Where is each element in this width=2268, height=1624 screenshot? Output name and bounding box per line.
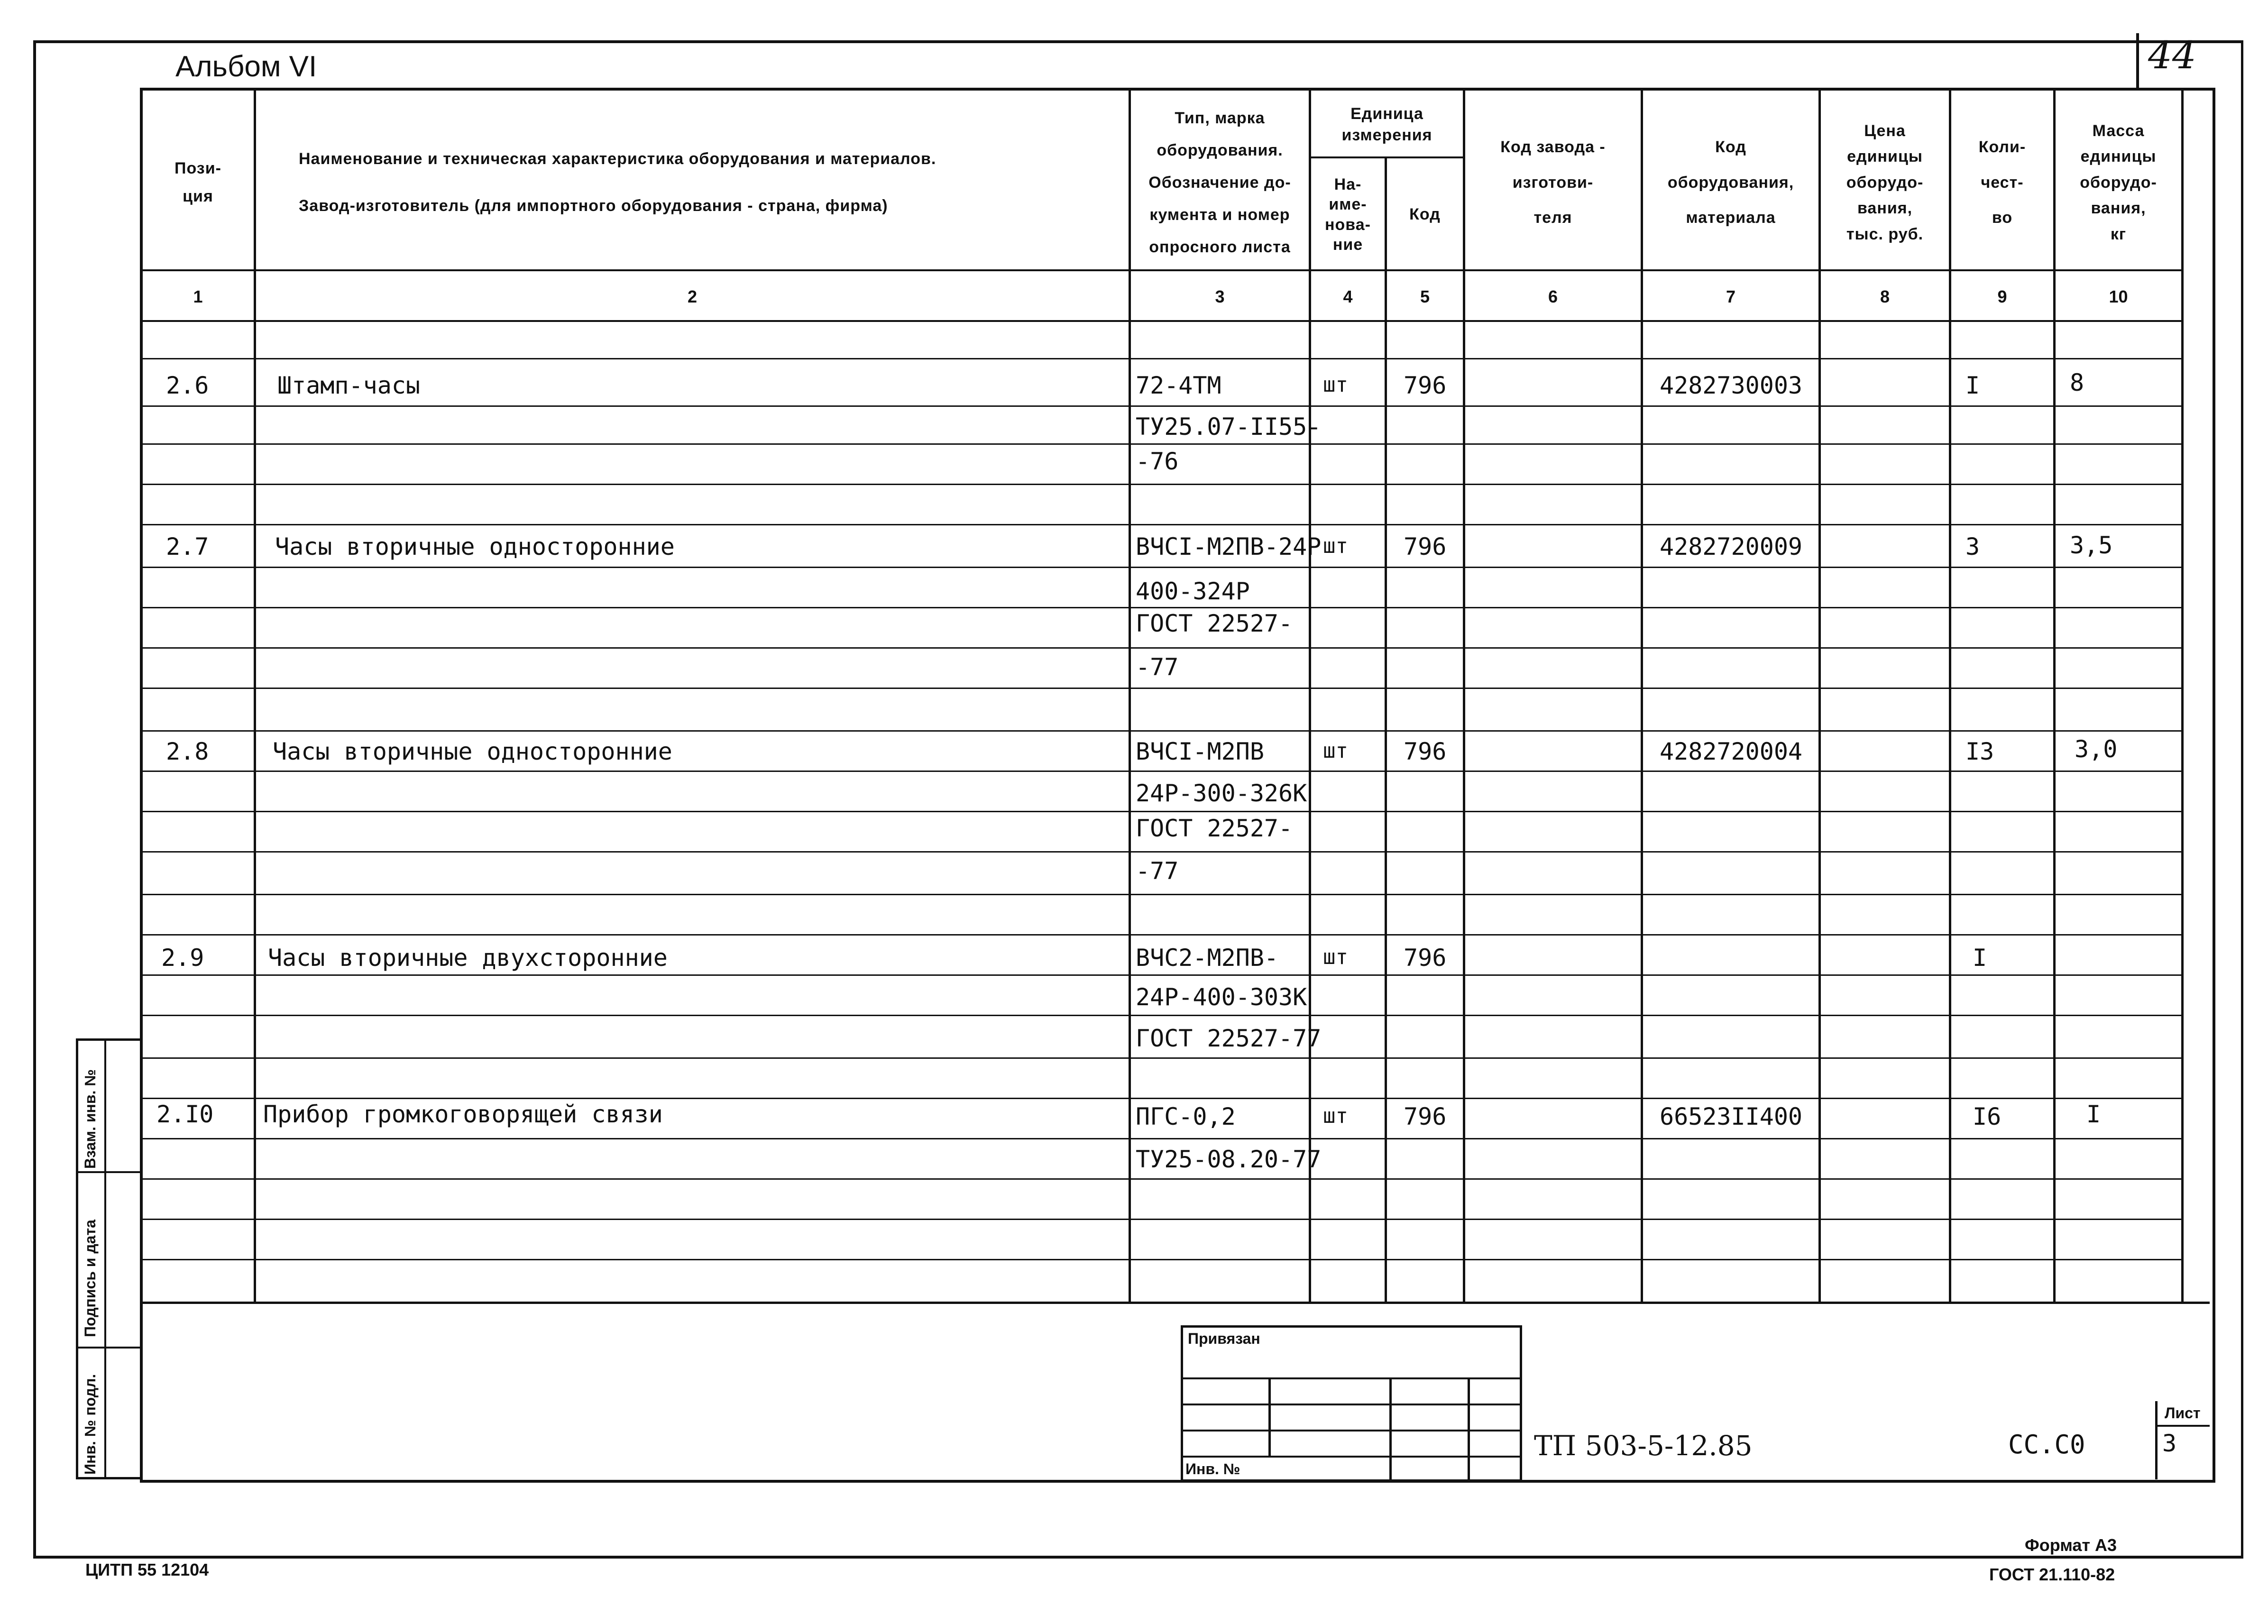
privyazan-line [1181,1404,1522,1405]
header-col7: Код оборудования, материала [1667,138,1794,227]
unit-cell: шт [1323,739,1348,763]
row-line [142,934,2181,936]
row-line [142,688,2181,689]
pos-cell: 2.I0 [156,1101,214,1128]
side-stamp-divider [76,1347,142,1349]
row-line [142,647,2181,649]
name-cell: Штамп-часы [277,372,421,399]
type-cell: ТУ25.07-II55- [1136,413,1322,440]
col-line-1 [254,90,256,1304]
table-body-bottom [142,1302,2210,1304]
row-line [142,1219,2181,1220]
mass-cell: 3,5 [2070,532,2113,559]
row-line [142,1057,2181,1059]
row-line [142,405,2181,407]
name-cell: Часы вторичные односторонние [275,533,675,560]
privyazan-col [1268,1377,1271,1456]
row-line [142,524,2181,525]
row-line [142,1015,2181,1016]
type-cell: 72-4ТМ [1136,372,1221,399]
row-line [142,567,2181,568]
header-col1: Пози- ция [174,159,221,205]
sheet-number-corner: 44 [2148,33,2196,77]
footer-left: ЦИТП 55 12104 [85,1560,209,1579]
colnum-6: 6 [1548,286,1558,306]
pos-cell: 2.6 [166,372,209,399]
unit-cell: шт [1323,373,1348,397]
row-line [142,851,2181,853]
header-col10: Масса единицы оборудо- вания, кг [2080,122,2157,243]
name-cell: Часы вторичные двухсторонние [268,944,668,972]
colnum-7: 7 [1726,286,1736,306]
type-cell: ВЧСI-М2ПВ-24Р [1136,533,1322,560]
qty-cell: I6 [1973,1103,2002,1130]
unit-code-cell: 796 [1404,372,1447,399]
col-line-5 [1463,90,1465,1304]
privyazan-line [1181,1456,1522,1458]
header-col3: Тип, марка оборудования. Обозначение до- кумента и номер опросного листа [1148,109,1291,256]
type-cell: 24Р-400-303К [1136,983,1307,1011]
corner-box [2136,33,2139,88]
colnum-5: 5 [1420,286,1430,306]
type-cell: -77 [1136,653,1179,681]
footer-gost: ГОСТ 21.110-82 [1989,1565,2115,1584]
name-cell: Прибор громкоговорящей связи [263,1101,663,1128]
colnum-bottom-line [142,320,2181,322]
mass-cell: 3,0 [2075,735,2118,763]
privyazan-label: Привязан [1188,1330,1260,1347]
inv-no-label: Инв. № [1185,1460,1240,1477]
row-line [142,358,2181,359]
col-line-8 [1949,90,1951,1304]
col-line-2 [1129,90,1131,1304]
mass-cell: I [2086,1101,2101,1128]
col-line-7 [1818,90,1821,1304]
list-box-line [2155,1425,2210,1427]
equip-code-cell: 4282720004 [1660,738,1803,765]
colnum-10: 10 [2109,286,2128,306]
header-col8: Цена единицы оборудо- вания, тыс. руб. [1846,122,1924,243]
doc-code: ТП 503-5-12.85 [1534,1430,1753,1462]
type-cell: ТУ25-08.20-77 [1136,1146,1322,1173]
privyazan-col [1468,1377,1470,1482]
unit-split-line [1309,156,1463,158]
header-col2 [299,95,1124,270]
qty-cell: I3 [1965,738,1994,765]
pos-cell: 2.7 [166,533,209,560]
row-line [142,894,2181,895]
footer-format: Формат А3 [2025,1535,2117,1555]
mass-cell: 8 [2070,369,2084,396]
pos-cell: 2.9 [161,944,204,972]
privyazan-line [1181,1377,1522,1379]
equip-code-cell: 4282730003 [1660,372,1803,399]
privyazan-col [1389,1377,1392,1482]
type-cell: -77 [1136,857,1179,885]
type-cell: ПГС-0,2 [1136,1103,1236,1130]
unit-cell: шт [1323,945,1348,969]
type-cell: ВЧСI-М2ПВ [1136,738,1264,765]
row-line [142,771,2181,772]
unit-code-cell: 796 [1404,944,1447,972]
colnum-4: 4 [1343,286,1353,306]
type-cell: ГОСТ 22527-77 [1136,1025,1322,1052]
equip-code-cell: 66523II400 [1660,1103,1803,1130]
row-line [142,1259,2181,1260]
header-col4: На- име- нова- ние [1325,175,1371,254]
header-col6: Код завода - изготови- теля [1500,138,1606,227]
type-cell: 24Р-300-326К [1136,780,1307,807]
type-cell: ВЧС2-М2ПВ- [1136,944,1279,972]
album-label: Альбом VI [175,50,317,83]
row-line [142,730,2181,732]
row-line [142,1178,2181,1180]
header-col9: Коли- чест- во [1978,138,2026,227]
unit-code-cell: 796 [1404,738,1447,765]
type-cell: ГОСТ 22527- [1136,815,1293,842]
colnum-2: 2 [687,286,698,306]
type-cell: 400-324Р [1136,578,1250,605]
row-line [142,484,2181,485]
equip-code-cell: 4282720009 [1660,533,1803,560]
header-col2-line2: Завод-изготовитель (для импортного оборудования - страна, фирма) [299,197,888,215]
colnum-3: 3 [1215,286,1225,306]
side-stamp-divider [104,1038,106,1479]
colnum-1: 1 [193,286,203,306]
col-line-6 [1641,90,1643,1304]
col-line-10 [2181,90,2184,1304]
header-col5: Код [1409,205,1441,223]
doc-mark: СС.С0 [2008,1430,2085,1459]
qty-cell: I [1973,944,1987,972]
side-label-inv-podl: Инв. № подл. [82,1374,99,1475]
unit-cell: шт [1323,1104,1348,1128]
row-line [142,1138,2181,1139]
header-col2-line1: Наименование и техническая характеристика оборудования и материалов. [299,149,937,168]
name-cell: Часы вторичные односторонние [273,738,672,765]
privyazan-line [1181,1430,1522,1431]
unit-cell: шт [1323,534,1348,558]
row-line [142,607,2181,608]
row-line [142,1098,2181,1099]
side-label-podpis: Подпись и дата [82,1220,99,1337]
type-cell: ГОСТ 22527- [1136,610,1293,637]
header-units-group: Единица измерения [1341,105,1432,144]
col-line-3 [1309,90,1311,1304]
row-line [142,974,2181,976]
unit-code-cell: 796 [1404,533,1447,560]
row-line [142,443,2181,445]
pos-cell: 2.8 [166,738,209,765]
qty-cell: I [1965,372,1980,399]
qty-cell: 3 [1965,533,1980,560]
side-label-vzam: Взам. инв. № [82,1069,99,1169]
list-label: Лист [2165,1404,2201,1422]
side-stamp-divider [76,1171,142,1173]
type-cell: -76 [1136,448,1179,475]
colnum-9: 9 [1997,286,2007,306]
list-value: 3 [2162,1430,2177,1457]
unit-code-cell: 796 [1404,1103,1447,1130]
col-line-9 [2053,90,2056,1304]
row-line [142,811,2181,812]
colnum-8: 8 [1880,286,1890,306]
